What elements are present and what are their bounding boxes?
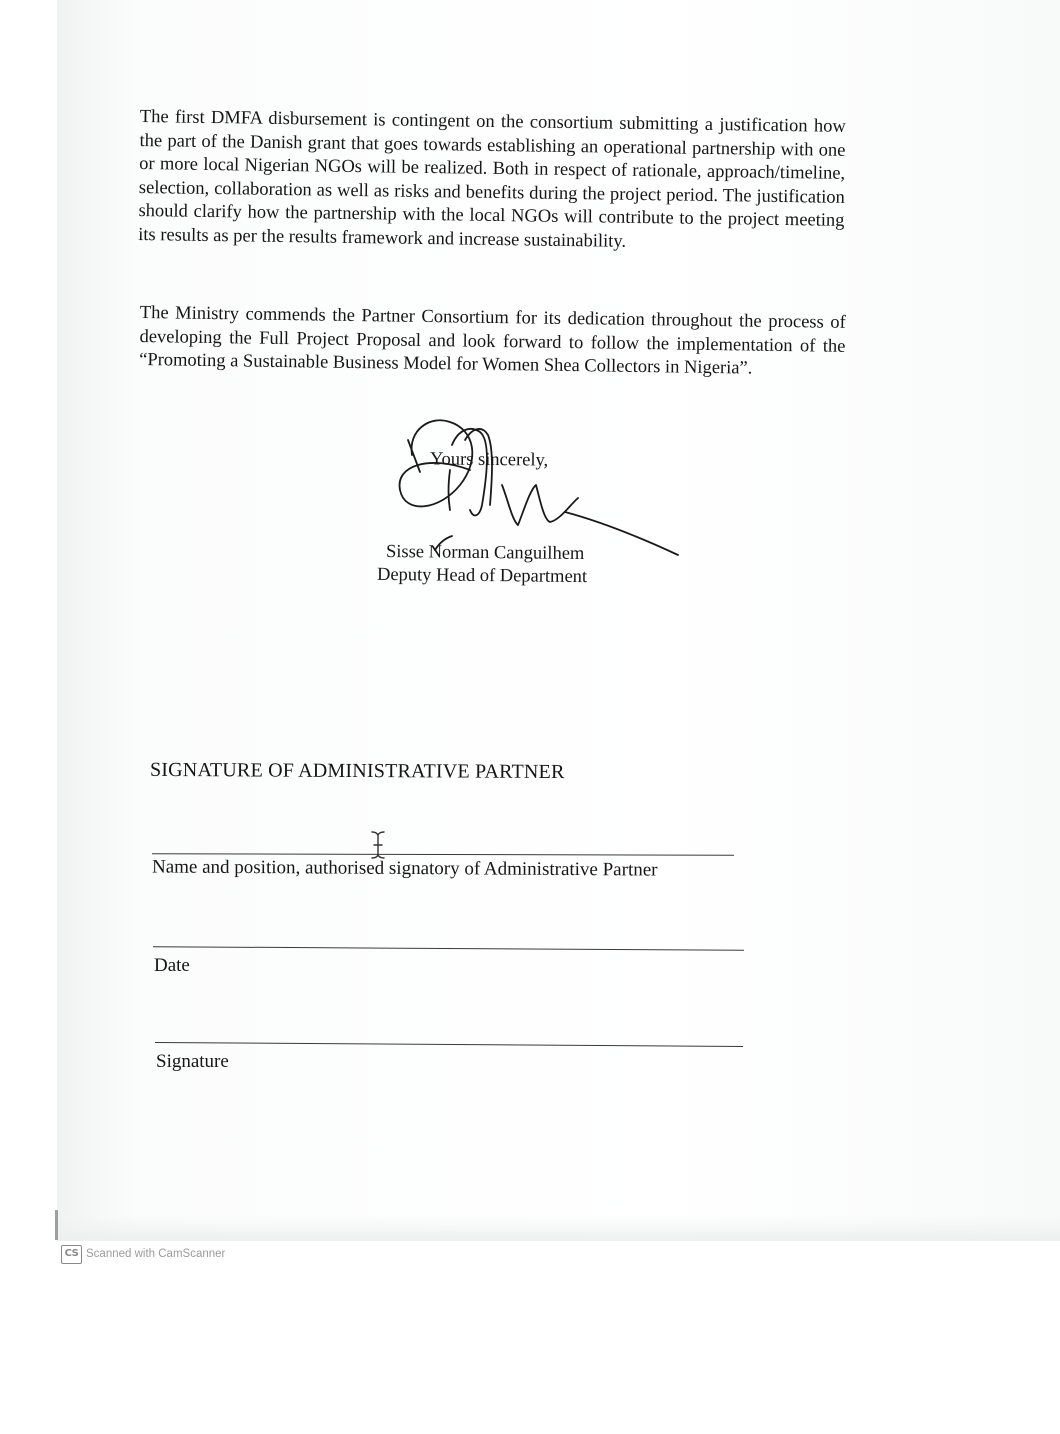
text-cursor-icon: [368, 830, 388, 860]
closing-salutation: Yours sincerely,: [429, 449, 549, 471]
scan-edge: [55, 1210, 58, 1240]
date-label: Date: [154, 955, 190, 976]
scan-shadow: [57, 1215, 1060, 1241]
signer-title: Deputy Head of Department: [376, 564, 588, 588]
name-position-label: Name and position, authorised signatory of Administrative Partner: [151, 856, 658, 881]
paragraph-disbursement: The first DMFA disbursement is contingent on the consortium submitting a justification how the part of the Danish grant that goes towards establishing an operational partnership with one or more local Nigerian NGOs will be realized. Both in respect of rationale, approach/timeline, selection, collaboration as well as risks and benefits during the project period. The justification should clarify how the partnership with the local NGOs will contribute to the project meeting its results as per the results framework and increase sustainability.: [138, 106, 846, 252]
signer-name: Sisse Norman Canguilhem: [385, 541, 585, 565]
signature-label: Signature: [156, 1051, 229, 1072]
handwritten-signature-icon: [390, 410, 690, 590]
administrative-partner-heading: SIGNATURE OF ADMINISTRATIVE PARTNER: [149, 758, 565, 784]
paragraph-commendation: The Ministry commends the Partner Consortium for its dedication throughout the process of developing the Full Project Proposal and look forward to follow the implementation of the “Promoting a Sustainable Business Model for Women Shea Collectors in Nigeria”.: [139, 302, 846, 379]
camscanner-logo-icon: CS: [61, 1245, 82, 1264]
camscanner-watermark: Scanned with CamScanner: [86, 1248, 226, 1260]
